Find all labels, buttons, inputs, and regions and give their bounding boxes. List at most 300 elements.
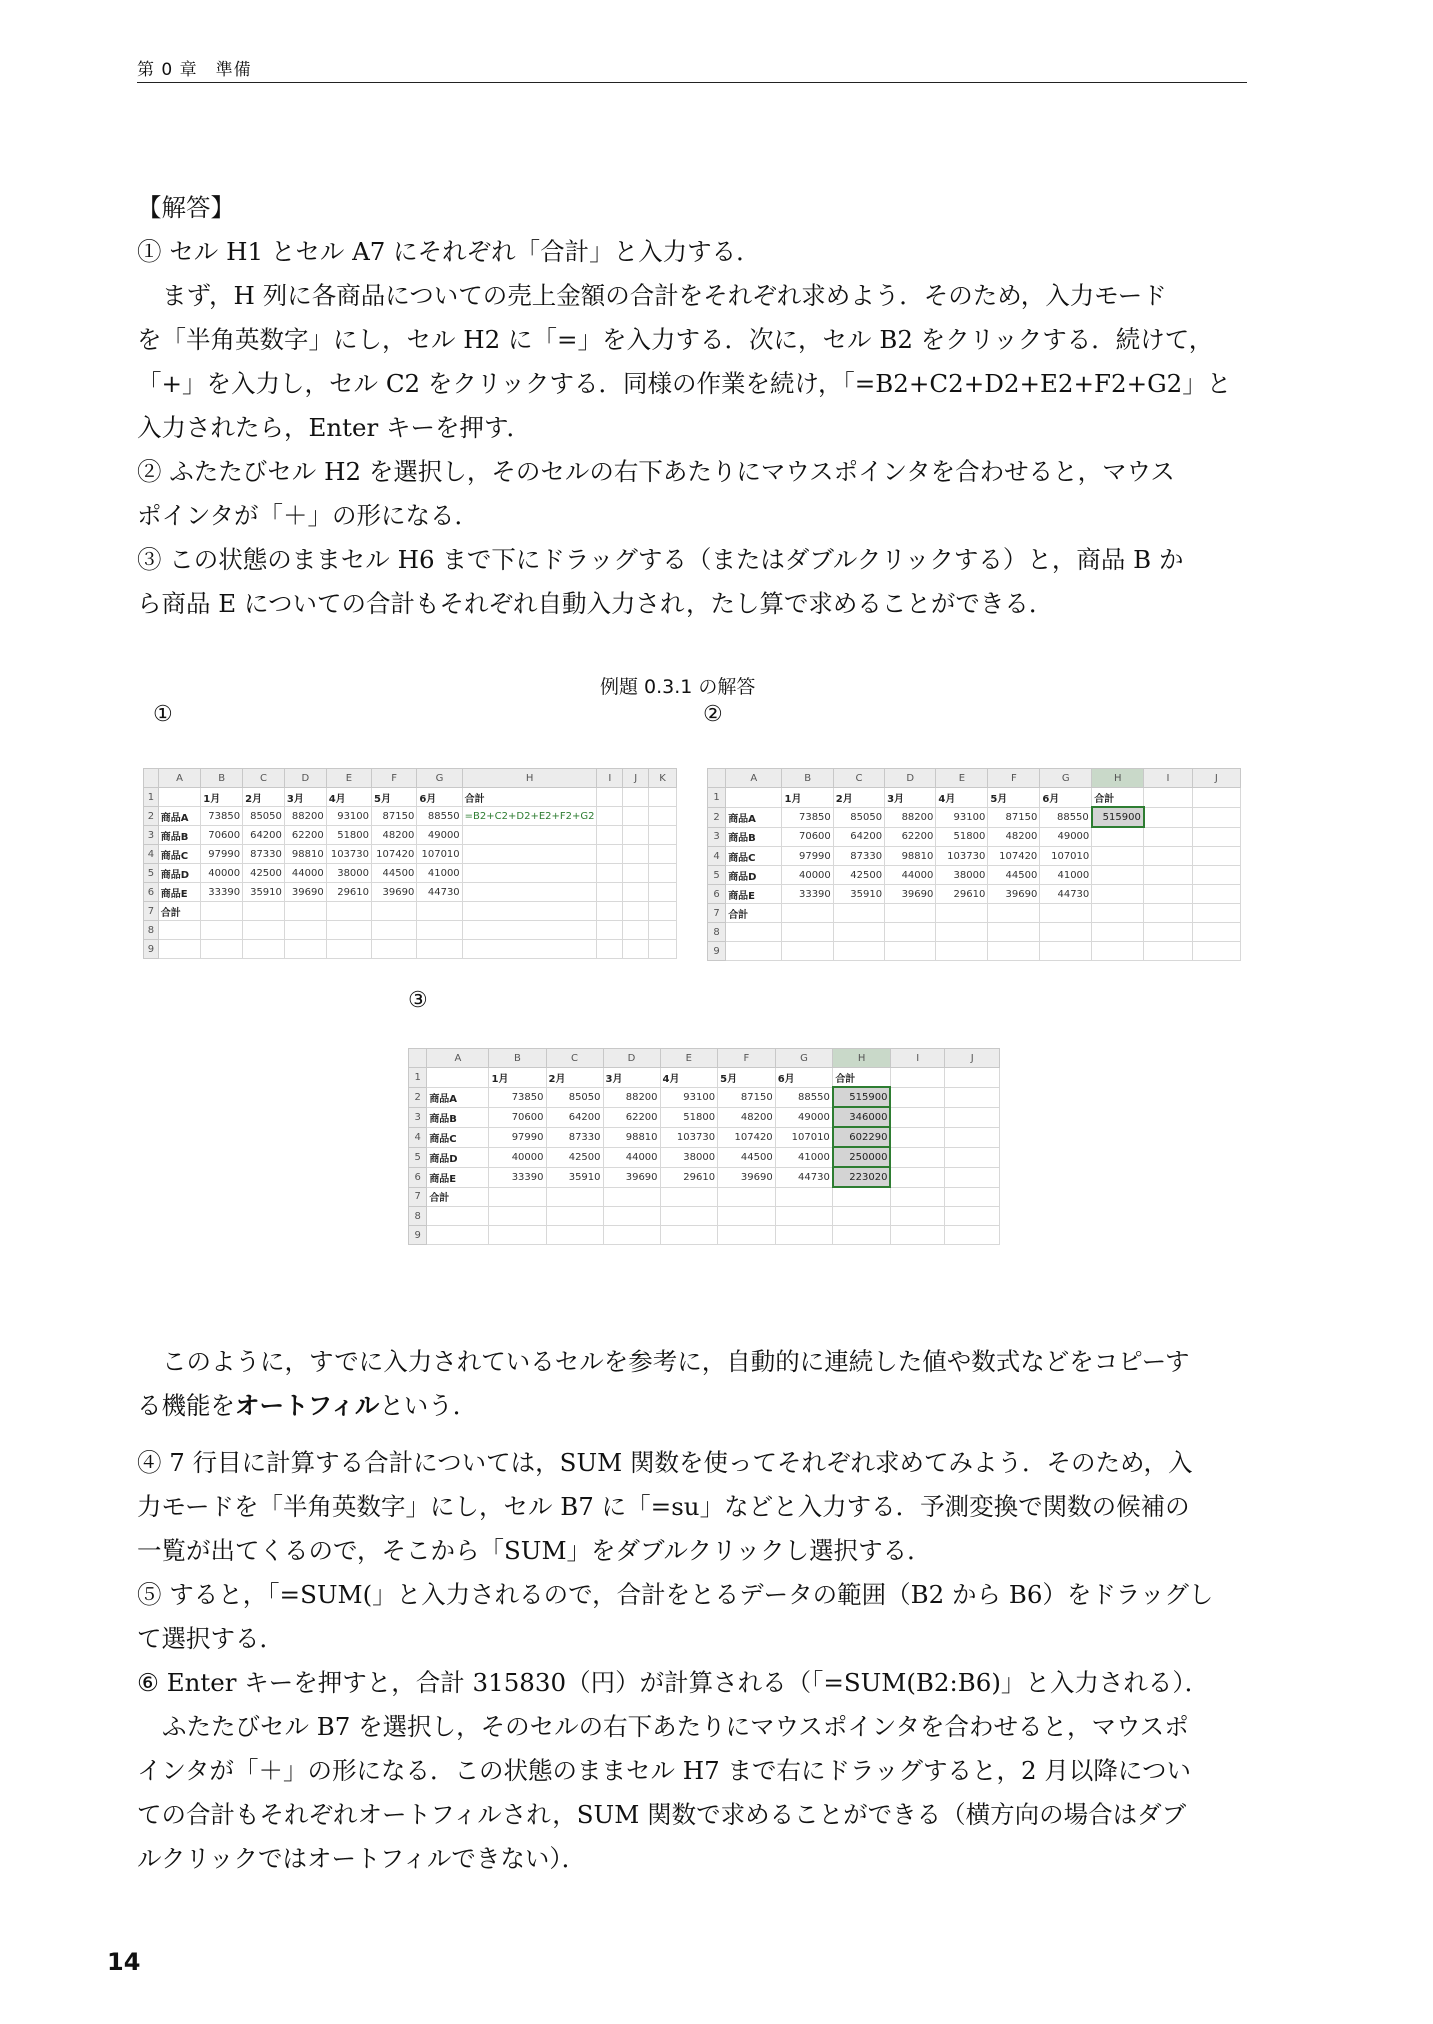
cell — [462, 902, 597, 921]
cell: 商品A — [158, 807, 201, 826]
cell — [1092, 904, 1144, 923]
cell: 38000 — [326, 864, 371, 883]
cell — [833, 1207, 891, 1226]
cell: 85050 — [243, 807, 285, 826]
cell — [833, 1226, 891, 1245]
cell: 35910 — [546, 1167, 603, 1187]
cell: 29610 — [660, 1167, 718, 1187]
row-header: 7 — [409, 1187, 427, 1207]
cell — [489, 1207, 546, 1226]
column-header: F — [988, 769, 1040, 788]
cell — [988, 904, 1040, 923]
cell — [945, 1127, 1000, 1147]
cell — [649, 788, 677, 807]
column-header: A — [158, 769, 201, 788]
cell: 29610 — [936, 885, 988, 904]
cell: 44730 — [417, 883, 462, 902]
cell: 39690 — [603, 1167, 660, 1187]
row-header: 4 — [409, 1127, 427, 1147]
cell — [546, 1207, 603, 1226]
cell — [890, 1226, 944, 1245]
cell: 88550 — [417, 807, 462, 826]
row-header: 7 — [144, 902, 159, 921]
cell: 商品E — [726, 885, 782, 904]
cell — [597, 921, 623, 940]
cell — [603, 1187, 660, 1207]
column-header: E — [326, 769, 371, 788]
cell: 商品D — [158, 864, 201, 883]
cell: 39690 — [372, 883, 417, 902]
cell: 64200 — [833, 827, 884, 847]
cell — [649, 902, 677, 921]
cell: 39690 — [718, 1167, 776, 1187]
cell: 商品A — [726, 807, 782, 827]
sheet-grid — [143, 768, 677, 959]
text-line: て選択する． — [137, 1624, 284, 1653]
cell: 39690 — [284, 883, 326, 902]
cell — [1192, 827, 1240, 847]
cell: 515900 — [833, 1087, 891, 1107]
cell: 73850 — [201, 807, 243, 826]
cell — [546, 1226, 603, 1245]
corner-cell — [409, 1049, 427, 1068]
cell: 87330 — [243, 845, 285, 864]
column-header: G — [1040, 769, 1092, 788]
cell: 44000 — [603, 1147, 660, 1167]
cell: 44000 — [284, 864, 326, 883]
cell: 107010 — [775, 1127, 833, 1147]
cell — [284, 921, 326, 940]
cell: 42500 — [546, 1147, 603, 1167]
cell: 44500 — [718, 1147, 776, 1167]
column-header: C — [546, 1049, 603, 1068]
cell — [945, 1226, 1000, 1245]
cell — [623, 940, 649, 959]
cell: 103730 — [326, 845, 371, 864]
cell — [1092, 847, 1144, 866]
cell — [597, 902, 623, 921]
column-header: F — [372, 769, 417, 788]
step-4: ④ 7 行目に計算する合計については，SUM 関数を使ってそれぞれ求めてみよう．そのため，入 — [137, 1448, 1193, 1477]
spreadsheet-step-2 — [707, 768, 1241, 988]
cell — [1144, 904, 1192, 923]
cell — [649, 921, 677, 940]
cell: 38000 — [660, 1147, 718, 1167]
cell — [623, 807, 649, 826]
row-header: 2 — [409, 1087, 427, 1107]
cell: 42500 — [833, 866, 884, 885]
cell — [1192, 904, 1240, 923]
cell: 商品D — [726, 866, 782, 885]
cell — [603, 1207, 660, 1226]
column-header: H — [833, 1049, 891, 1068]
text-line: ふたたびセル B7 を選択し，そのセルの右下あたりにマウスポインタを合わせると，マウスポ — [162, 1712, 1189, 1741]
cell: 88200 — [885, 807, 936, 827]
cell — [326, 921, 371, 940]
column-header: D — [284, 769, 326, 788]
spreadsheet-step-3 — [408, 1048, 1000, 1250]
sheet-grid — [408, 1048, 1000, 1245]
cell: 44500 — [372, 864, 417, 883]
cell — [462, 940, 597, 959]
cell — [718, 1187, 776, 1207]
row-header: 6 — [144, 883, 159, 902]
cell: 98810 — [885, 847, 936, 866]
figure-marker-1: ① — [153, 702, 173, 727]
column-header: H — [1092, 769, 1144, 788]
cell — [718, 1226, 776, 1245]
cell: 87150 — [718, 1087, 776, 1107]
cell — [782, 942, 833, 961]
cell — [782, 923, 833, 942]
cell: 41000 — [417, 864, 462, 883]
cell: 88550 — [775, 1087, 833, 1107]
row-header: 7 — [708, 904, 726, 923]
cell: 107010 — [1040, 847, 1092, 866]
page-number: 14 — [107, 1948, 141, 1976]
cell — [890, 1167, 944, 1187]
cell: 2月 — [833, 788, 884, 808]
cell — [1092, 827, 1144, 847]
step-2: ② ふたたびセル H2 を選択し，そのセルの右下あたりにマウスポインタを合わせると，マウス — [137, 457, 1175, 486]
text-line: ルクリックではオートフィルできない）． — [137, 1844, 587, 1873]
cell: 40000 — [782, 866, 833, 885]
cell: 103730 — [660, 1127, 718, 1147]
cell: 51800 — [936, 827, 988, 847]
cell: 商品B — [158, 826, 201, 845]
cell: 41000 — [1040, 866, 1092, 885]
cell — [1192, 847, 1240, 866]
cell — [833, 904, 884, 923]
cell — [1144, 807, 1192, 827]
row-header: 8 — [708, 923, 726, 942]
cell: 商品E — [427, 1167, 489, 1187]
text-line: ら商品 E についての合計もそれぞれ自動入力され，たし算で求めることができる． — [137, 589, 1054, 618]
cell: 商品C — [726, 847, 782, 866]
cell: 602290 — [833, 1127, 891, 1147]
cell — [243, 940, 285, 959]
cell: 4月 — [326, 788, 371, 807]
sheet-grid — [707, 768, 1241, 961]
figure-caption: 例題 0.3.1 の解答 — [600, 676, 756, 698]
cell: 39690 — [988, 885, 1040, 904]
cell — [936, 942, 988, 961]
cell — [603, 1226, 660, 1245]
cell — [649, 864, 677, 883]
step-1: ① セル H1 とセル A7 にそれぞれ「合計」と入力する． — [137, 237, 761, 266]
cell: 1月 — [489, 1068, 546, 1088]
cell: 商品D — [427, 1147, 489, 1167]
cell: 107010 — [417, 845, 462, 864]
cell: 48200 — [718, 1107, 776, 1127]
running-header — [137, 52, 1247, 83]
cell — [243, 921, 285, 940]
cell: 97990 — [782, 847, 833, 866]
cell: 51800 — [660, 1107, 718, 1127]
cell — [988, 923, 1040, 942]
cell — [201, 940, 243, 959]
column-header: I — [890, 1049, 944, 1068]
cell — [158, 921, 201, 940]
cell — [936, 904, 988, 923]
cell: 40000 — [489, 1147, 546, 1167]
cell — [1144, 923, 1192, 942]
cell — [885, 904, 936, 923]
column-header: A — [726, 769, 782, 788]
cell: 44730 — [775, 1167, 833, 1187]
cell: 62200 — [603, 1107, 660, 1127]
cell: 107420 — [718, 1127, 776, 1147]
cell: 38000 — [936, 866, 988, 885]
cell — [597, 883, 623, 902]
cell — [489, 1226, 546, 1245]
row-header: 6 — [409, 1167, 427, 1187]
cell: 合計 — [726, 904, 782, 923]
cell — [1144, 827, 1192, 847]
cell: 29610 — [326, 883, 371, 902]
cell: 97990 — [489, 1127, 546, 1147]
cell — [623, 845, 649, 864]
row-header: 6 — [708, 885, 726, 904]
cell — [1092, 923, 1144, 942]
cell: 93100 — [660, 1087, 718, 1107]
cell — [833, 1187, 891, 1207]
cell — [1192, 866, 1240, 885]
cell: 1月 — [201, 788, 243, 807]
cell: 49000 — [1040, 827, 1092, 847]
column-header: C — [243, 769, 285, 788]
term-autofill: オートフィル — [235, 1391, 380, 1420]
cell: 93100 — [936, 807, 988, 827]
row-header: 5 — [409, 1147, 427, 1167]
cell — [1040, 942, 1092, 961]
cell — [462, 864, 597, 883]
cell — [623, 864, 649, 883]
cell — [462, 845, 597, 864]
column-header: K — [649, 769, 677, 788]
cell — [597, 807, 623, 826]
cell: 44000 — [885, 866, 936, 885]
corner-cell — [144, 769, 159, 788]
column-header: I — [1144, 769, 1192, 788]
cell — [201, 921, 243, 940]
cell — [1192, 942, 1240, 961]
cell — [945, 1087, 1000, 1107]
cell — [597, 864, 623, 883]
row-header: 9 — [708, 942, 726, 961]
text-line: ての合計もそれぞれオートフィルされ，SUM 関数で求めることができる（横方向の場合はダブ — [137, 1800, 1187, 1829]
cell — [284, 902, 326, 921]
cell — [427, 1226, 489, 1245]
text-line: 力モードを「半角英数字」にし，セル B7 に「=su」などと入力する．予測変換で関数の候補の — [137, 1492, 1190, 1521]
figure-marker-2: ② — [703, 702, 723, 727]
column-header: D — [885, 769, 936, 788]
cell: 41000 — [775, 1147, 833, 1167]
cell — [782, 904, 833, 923]
cell — [945, 1187, 1000, 1207]
cell: 44500 — [988, 866, 1040, 885]
cell: 87330 — [546, 1127, 603, 1147]
cell — [372, 902, 417, 921]
row-header: 4 — [144, 845, 159, 864]
text-line: 入力されたら，Enter キーを押す． — [137, 413, 532, 442]
cell — [833, 923, 884, 942]
cell — [201, 902, 243, 921]
cell: 42500 — [243, 864, 285, 883]
cell — [833, 942, 884, 961]
cell: 合計 — [462, 788, 597, 807]
text-line: ポインタが「＋」の形になる． — [137, 501, 480, 530]
cell — [945, 1107, 1000, 1127]
row-header: 9 — [144, 940, 159, 959]
cell — [890, 1087, 944, 1107]
cell — [417, 921, 462, 940]
column-header: F — [718, 1049, 776, 1068]
column-header: C — [833, 769, 884, 788]
cell: 51800 — [326, 826, 371, 845]
cell — [372, 921, 417, 940]
cell — [649, 940, 677, 959]
cell — [243, 902, 285, 921]
cell: 107420 — [988, 847, 1040, 866]
cell: 98810 — [603, 1127, 660, 1147]
cell — [885, 942, 936, 961]
cell: 62200 — [885, 827, 936, 847]
cell: 2月 — [243, 788, 285, 807]
cell — [623, 883, 649, 902]
cell: 35910 — [833, 885, 884, 904]
cell — [890, 1187, 944, 1207]
cell: 73850 — [782, 807, 833, 827]
row-header: 5 — [144, 864, 159, 883]
cell: 44730 — [1040, 885, 1092, 904]
row-header: 8 — [144, 921, 159, 940]
cell: 223020 — [833, 1167, 891, 1187]
cell — [988, 942, 1040, 961]
cell: 85050 — [546, 1087, 603, 1107]
text-line: る機能をオートフィルという． — [137, 1391, 478, 1420]
column-header: B — [782, 769, 833, 788]
cell — [945, 1167, 1000, 1187]
cell: 33390 — [782, 885, 833, 904]
cell: 合計 — [1092, 788, 1144, 808]
cell — [1144, 788, 1192, 808]
row-header: 9 — [409, 1226, 427, 1245]
cell — [326, 940, 371, 959]
cell — [597, 826, 623, 845]
cell: 64200 — [546, 1107, 603, 1127]
cell: 4月 — [936, 788, 988, 808]
cell — [427, 1068, 489, 1088]
cell — [597, 788, 623, 807]
cell — [726, 788, 782, 808]
cell: 70600 — [782, 827, 833, 847]
column-header: G — [417, 769, 462, 788]
row-header: 4 — [708, 847, 726, 866]
cell: 49000 — [417, 826, 462, 845]
cell — [623, 921, 649, 940]
cell — [623, 902, 649, 921]
cell — [1144, 885, 1192, 904]
cell — [885, 923, 936, 942]
cell — [1144, 847, 1192, 866]
cell — [1092, 866, 1144, 885]
cell — [726, 923, 782, 942]
row-header: 3 — [144, 826, 159, 845]
cell: 87150 — [372, 807, 417, 826]
corner-cell — [708, 769, 726, 788]
column-header: G — [775, 1049, 833, 1068]
cell: 103730 — [936, 847, 988, 866]
cell: 250000 — [833, 1147, 891, 1167]
cell: 商品B — [427, 1107, 489, 1127]
cell — [1092, 885, 1144, 904]
row-header: 1 — [708, 788, 726, 808]
cell: 6月 — [417, 788, 462, 807]
cell: 88550 — [1040, 807, 1092, 827]
cell — [936, 923, 988, 942]
cell — [660, 1187, 718, 1207]
cell — [546, 1187, 603, 1207]
cell: 40000 — [201, 864, 243, 883]
cell: 35910 — [243, 883, 285, 902]
cell — [1040, 923, 1092, 942]
spreadsheet-step-1 — [143, 768, 677, 970]
cell — [284, 940, 326, 959]
cell: 88200 — [603, 1087, 660, 1107]
cell: 70600 — [489, 1107, 546, 1127]
cell — [462, 883, 597, 902]
cell — [945, 1068, 1000, 1088]
cell: 64200 — [243, 826, 285, 845]
cell — [427, 1207, 489, 1226]
cell: 合計 — [158, 902, 201, 921]
column-header: J — [623, 769, 649, 788]
cell — [597, 940, 623, 959]
cell: 5月 — [988, 788, 1040, 808]
cell: 商品C — [427, 1127, 489, 1147]
text-line: 「+」を入力し，セル C2 をクリックする．同様の作業を続け，「=B2+C2+D2+E2+F2+G2」と — [137, 369, 1232, 398]
row-header: 5 — [708, 866, 726, 885]
column-header: J — [945, 1049, 1000, 1068]
row-header: 8 — [409, 1207, 427, 1226]
cell: 88200 — [284, 807, 326, 826]
text-line: このように，すでに入力されているセルを参考に，自動的に連続した値や数式などをコピーす — [162, 1347, 1190, 1376]
cell — [462, 921, 597, 940]
column-header: J — [1192, 769, 1240, 788]
cell: 62200 — [284, 826, 326, 845]
row-header: 3 — [708, 827, 726, 847]
sum-section — [137, 1441, 1247, 1881]
row-header: 1 — [144, 788, 159, 807]
cell — [775, 1207, 833, 1226]
text-line: を「半角英数字」にし，セル H2 に「=」を入力する．次に，セル B2 をクリックする．続けて， — [137, 325, 1214, 354]
autofill-explanation — [137, 1340, 1247, 1428]
cell — [660, 1226, 718, 1245]
chapter-title: 第 0 章 準備 — [137, 60, 252, 80]
cell: 515900 — [1092, 807, 1144, 827]
cell — [158, 940, 201, 959]
step-3: ③ この状態のままセル H6 まで下にドラッグする（またはダブルクリックする）と，商品 B か — [137, 545, 1184, 574]
cell — [1144, 942, 1192, 961]
cell — [649, 845, 677, 864]
cell — [945, 1207, 1000, 1226]
column-header: E — [660, 1049, 718, 1068]
cell — [890, 1147, 944, 1167]
cell: =B2+C2+D2+E2+F2+G2 — [462, 807, 597, 826]
cell — [890, 1107, 944, 1127]
cell: 33390 — [489, 1167, 546, 1187]
